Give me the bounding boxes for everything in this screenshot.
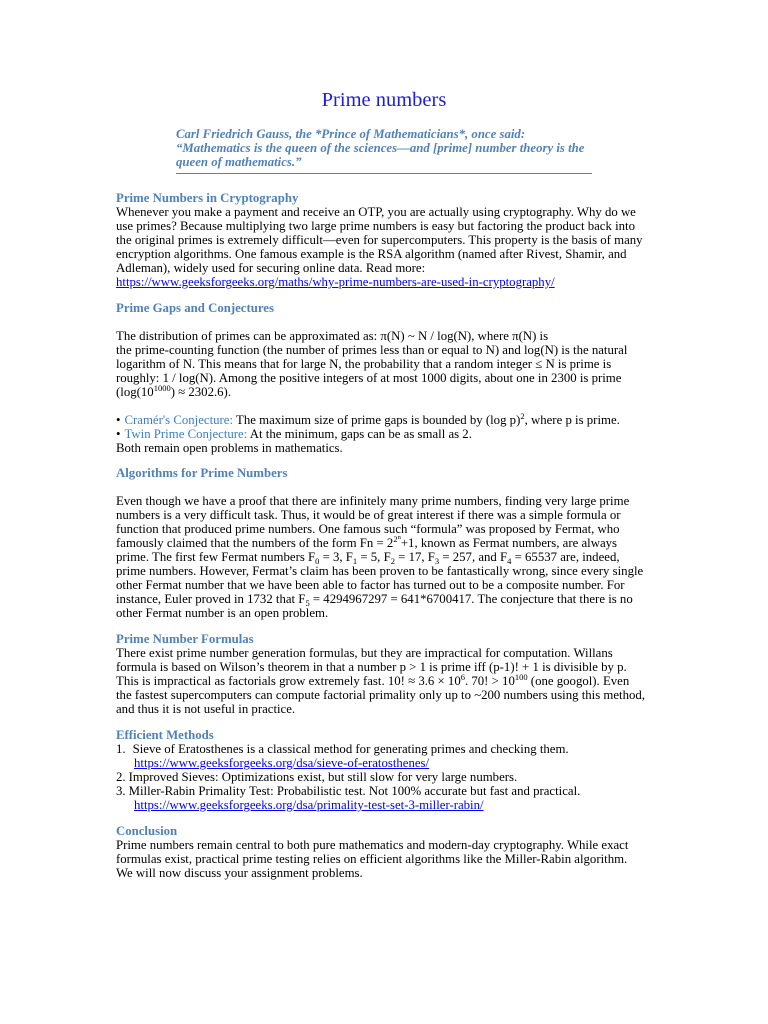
paragraph-line	[116, 385, 652, 399]
paragraph-line	[116, 536, 652, 550]
subscript: 5	[305, 598, 310, 608]
exponent	[393, 534, 401, 544]
text-run: = 65537 are, indeed,	[511, 550, 620, 564]
list-marker: 1.	[116, 742, 126, 756]
paragraph-line	[116, 674, 652, 688]
paragraph-line: Both remain open problems in mathematics.	[116, 441, 343, 455]
conjecture-term: Cramér's Conjecture:	[124, 413, 234, 427]
list-marker: 2.	[116, 770, 126, 784]
section-heading: Conclusion	[116, 824, 178, 838]
paragraph-line: roughly: 1 / log(N). Among the positive integers of at most 1000 digits, about one in 2300 is prime	[116, 371, 622, 385]
section-heading: Efficient Methods	[116, 728, 214, 742]
subscript: 3	[434, 556, 440, 566]
link-line	[116, 798, 652, 812]
paragraph-line: formula is based on Wilson’s theorem in that a number p > 1 is prime iff (p-1)! + 1 is divisible by p.	[116, 660, 627, 674]
superscript: 1000	[153, 383, 171, 393]
text-run: This is impractical as factorials grow extremely fast. 10! ≈ 3.6 × 10	[116, 674, 461, 688]
subscript: 1	[352, 556, 358, 566]
paragraph-line: the prime-counting function (the number of primes less than or equal to N) and log(N) is the natural	[116, 343, 628, 357]
text-run: instance, Euler proved in 1732 that F	[116, 592, 306, 606]
paragraph-line: Prime numbers remain central to both pure mathematics and modern-day cryptography. While exact	[116, 838, 629, 852]
paragraph-line: and thus it is not useful in practice.	[116, 702, 296, 716]
paragraph-line: function that produced prime numbers. One famous such “formula” was proposed by Fermat, who	[116, 522, 620, 536]
text-run: = 17, F	[394, 550, 435, 564]
link-line	[116, 756, 652, 770]
text-run: (one googol). Even	[527, 674, 630, 688]
text-run: . 70! > 10	[464, 674, 515, 688]
list-item	[116, 770, 652, 784]
conjecture-term: Twin Prime Conjecture:	[124, 427, 248, 441]
paragraph-line: formulas exist, practical prime testing relies on efficient algorithms like the Miller-Rabin algorithm.	[116, 852, 628, 866]
paragraph-line: other Fermat number is an open problem.	[116, 606, 329, 620]
subscript: 0	[315, 556, 320, 566]
text-run: = 4294967297 = 641*6700417. The conjecture that there is no	[309, 592, 633, 606]
quote-line: queen of mathematics.”	[176, 155, 302, 169]
section-algorithms	[116, 466, 652, 620]
subscript: 2	[390, 556, 395, 566]
text-run: = 5, F	[357, 550, 391, 564]
paragraph-line: encryption algorithms. One famous example is the RSA algorithm (named after Rivest, Shamir, and	[116, 247, 627, 261]
paragraph-line: There exist prime number generation formulas, but they are impractical for computation. Willans	[116, 646, 613, 660]
gauss-quote	[176, 127, 592, 174]
paragraph-line: numbers is a very difficult task. Thus, it would be of great interest if there was a simple formula or	[116, 508, 621, 522]
paragraph-line: We will now discuss your assignment problems.	[116, 866, 363, 880]
text-run: , where p is prime.	[524, 413, 620, 427]
section-efficient-methods	[116, 728, 652, 812]
nested-exponent: n	[397, 534, 401, 541]
text-run: = 3, F	[319, 550, 353, 564]
paragraph-line: prime numbers. However, Fermat’s claim has been proven to be fantastically wrong, since every single	[116, 564, 644, 578]
paragraph-line: use primes? Because multiplying two large prime numbers is easy but factoring the product back into	[116, 219, 635, 233]
list-item-text: Sieve of Eratosthenes is a classical method for generating primes and checking them.	[132, 742, 569, 756]
section-heading: Prime Gaps and Conjectures	[116, 301, 274, 315]
superscript: 100	[514, 672, 528, 682]
text-run: = 257, and F	[439, 550, 508, 564]
paragraph-line: The distribution of primes can be approximated as: π(N) ~ N / log(N), where π(N) is	[116, 329, 549, 343]
bullet-marker: •	[116, 413, 121, 427]
paragraph-line	[116, 550, 652, 564]
text-run: prime. The first few Fermat numbers F	[116, 550, 316, 564]
list-item	[116, 742, 652, 756]
paragraph-line: the original primes is extremely difficult—even for supercomputers. This property is the basis of many	[116, 233, 643, 247]
reference-link[interactable]: https://www.geeksforgeeks.org/maths/why-prime-numbers-are-used-in-cryptography/	[116, 275, 555, 289]
section-heading: Algorithms for Prime Numbers	[116, 466, 288, 480]
reference-link[interactable]: https://www.geeksforgeeks.org/dsa/primality-test-set-3-miller-rabin/	[134, 798, 484, 812]
paragraph-line: other Fermat number that we have been able to factor has turned out to be a composite number. For	[116, 578, 625, 592]
text-run: +1, known as Fermat numbers, are always	[400, 536, 618, 550]
superscript: 2	[520, 411, 525, 421]
section-formulas	[116, 632, 652, 716]
section-cryptography	[116, 191, 652, 289]
text-run: ) ≈ 2302.6).	[170, 385, 232, 399]
page-title: Prime numbers	[321, 89, 447, 111]
link-line	[116, 275, 652, 289]
conjecture-bullet	[116, 413, 652, 427]
list-item-text: Improved Sieves: Optimizations exist, but still slow for very large numbers.	[128, 770, 518, 784]
paragraph-line: Even though we have a proof that there are infinitely many prime numbers, finding very large prime	[116, 494, 630, 508]
text-run: At the minimum, gaps can be as small as 2.	[247, 427, 472, 441]
section-heading: Prime Numbers in Cryptography	[116, 191, 299, 205]
paragraph-line: logarithm of N. This means that for large N, the probability that a random integer ≤ N is prime is	[116, 357, 612, 371]
superscript: 6	[460, 672, 465, 682]
conjecture-bullet	[116, 427, 652, 441]
quote-line: “Mathematics is the queen of the sciences—and [prime] number theory is the	[176, 141, 585, 155]
paragraph-line: the fastest supercomputers can compute factorial primality only up to ~200 numbers using this method,	[116, 688, 645, 702]
exponent-base: 2	[393, 534, 398, 544]
paragraph-line	[116, 592, 652, 606]
reference-link[interactable]: https://www.geeksforgeeks.org/dsa/sieve-of-eratosthenes/	[134, 756, 430, 770]
list-marker: 3.	[116, 784, 126, 798]
text-run: (log(10	[116, 385, 154, 399]
section-conclusion	[116, 824, 652, 880]
bullet-marker: •	[116, 427, 121, 441]
text-run: The maximum size of prime gaps is bounded by (log p)	[233, 413, 521, 427]
text-run: famously claimed that the numbers of the form Fn = 2	[116, 536, 394, 550]
list-item	[116, 784, 652, 798]
subscript: 4	[507, 556, 512, 566]
section-heading: Prime Number Formulas	[116, 632, 254, 646]
paragraph-line: Whenever you make a payment and receive an OTP, you are actually using cryptography. Why do we	[116, 205, 636, 219]
section-prime-gaps	[116, 301, 652, 455]
list-item-text: Miller-Rabin Primality Test: Probabilistic test. Not 100% accurate but fast and practical.	[128, 784, 581, 798]
paragraph-line: Adleman), widely used for securing online data. Read more:	[116, 261, 426, 275]
quote-line: Carl Friedrich Gauss, the *Prince of Mathematicians*, once said:	[176, 127, 526, 141]
